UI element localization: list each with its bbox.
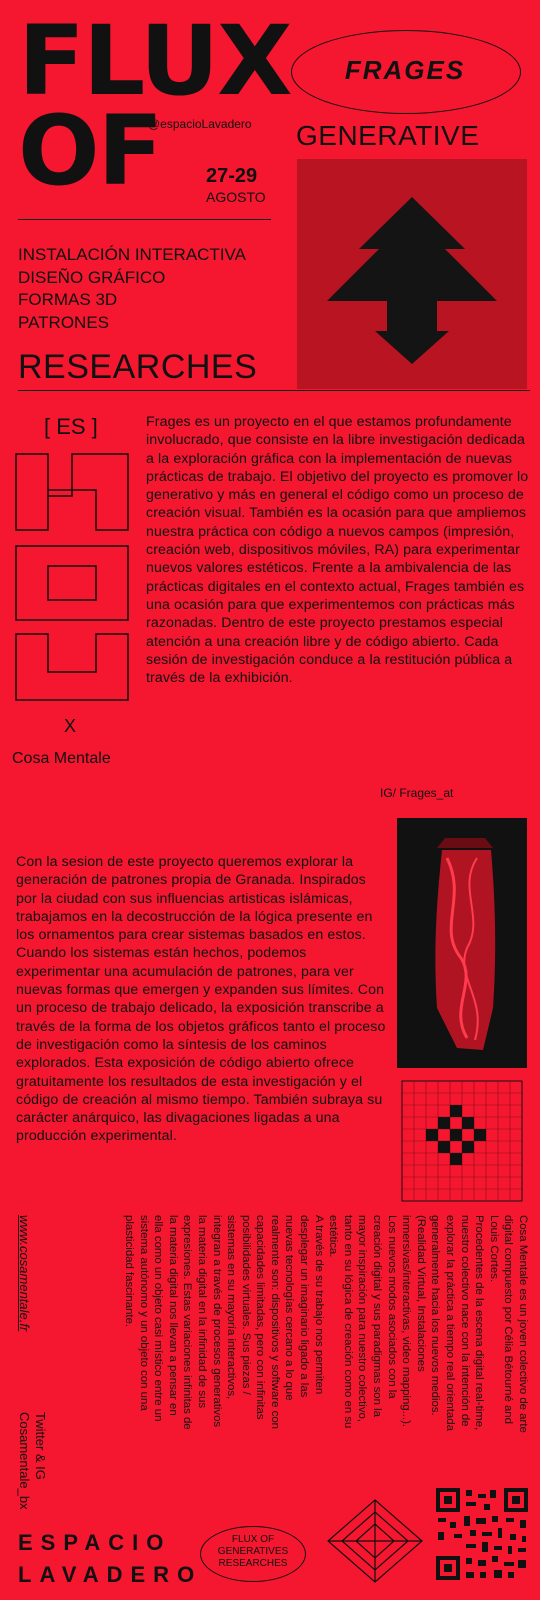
divider [18, 219, 271, 220]
qr-code[interactable] [436, 1488, 528, 1580]
handle: @espacioLavadero [148, 117, 252, 131]
topics-list [18, 244, 246, 334]
social-account: Cosamentale_bx [17, 1412, 32, 1510]
badge-text [200, 1534, 306, 1570]
twitter-ig-label: Twitter & IG [33, 1412, 48, 1480]
researches-heading: RESEARCHES [18, 348, 258, 386]
lau-outline-logo [12, 450, 132, 704]
instagram-handle: IG/ Frages_at [380, 786, 454, 800]
language-tag: [ ES ] [44, 414, 98, 439]
arrow-shape [297, 159, 527, 389]
collab-x: X [64, 716, 77, 736]
paragraph-project: Con la sesion de este proyecto queremos explorar la generación de patrones propia de Granada. Inspirados por la ciudad con sus influencias artisticas islámicas, trabajamos en la decostrucción de la lógica presente en los ornamentos para crear sistemas basados en estos. Cuando los sistemas están hechos, podemos experimentar una acumulación de patrones, para ver nuevas formas que emergen y expanden sus límites. Con un proceso de trabajo delicado, la exposición transcribe a través de la forma de los objetos gráficos tanto el proceso de investigación como la síntesis de los caminos explorados. Esta exposición de código abierto ofrece gratuitamente los resultados de esta investigación y el código de creación al mismo tiempo. También subraya su carácter anárquico, las divagaciones ligadas a una producción experimental. [16, 854, 386, 1145]
topic-item: FORMAS 3D [18, 290, 118, 309]
topic-item: INSTALACIÓN INTERACTIVA [18, 245, 246, 264]
title-flux: FLUX [18, 5, 291, 117]
venue-line1: ESPACIO [18, 1530, 172, 1555]
title-of: OF [18, 95, 162, 207]
website-link[interactable]: www.cosamentale.fr [17, 1215, 32, 1332]
frages-logo: FRAGES [344, 55, 466, 85]
cosa-mentale-description: Cosa Mentale es un joven colectivo de arte digital compuesto por Célia Bétourné and Louis Cortes. Procedentes de la escena digital real-time, nuestro colectivo nace con la intención de explorar la práctica a tiempo real orientada generalmente hacia los nuevos medios. (Realidad Virtual, Instalaciones inmersivas/interactivas, video mapping...). Los nuevos modos asociados con la creación digital y sus paradigmas son la mayor inspiración para nuestro colectivo, tanto en su lógica de creación como en su estética. A través de su trabajo nos permiten desplegar un imaginario ligado a las nuevas tecnologías cercano a lo que realmente son: dispositivos y software con capacidades limitadas, pero con infinitas posibilidades virtuales. Sus piezas / sistemas en su mayoría interactivos, integran a través de procesos generativos la materia digital en la infinidad de sus expresiones. Estas variaciones infinitas de la materia digital nos llevan a pensar en ella como un objeto casi místico entre un sistema autónomo y un objeto con una plasticidad fascinante. [122, 1215, 529, 1433]
paragraph-es: Frages es un proyecto en el que estamos profundamente involucrado, que consiste en la libre investigación dedicada a la exploración gráfica con la implementación de nuevas prácticas de trabajo. El objetivo del proyecto es promover lo generativo y más en general el código como un proceso de creación visual. También es la ocasión para que ampliemos nuestra práctica con código a nuevos campos (impresión, creación web, dispositivos móviles, RA) para experimentar nuevos valores estéticos. Frente a la ambivalencia de las prácticas digitales en el contexto actual, Frages también es una ocasión para que experimentemos con prácticas más razonadas. Dentro de este proyecto prestamos especial atención a una creación libre y de código abierto. Cada sesión de investigación conduce a la restitución pública a través de la exhibición. [146, 414, 529, 687]
badge-line1: FLUX OF [231, 1534, 275, 1545]
pattern-grid-image [397, 1076, 527, 1206]
topic-item: DISEÑO GRÁFICO [18, 267, 166, 287]
pillar-image [397, 818, 527, 1068]
collab-name: Cosa Mentale [12, 750, 111, 767]
event-dates: 27-29 [206, 165, 258, 187]
geometric-symbol-icon [322, 1494, 428, 1588]
topic-item: PATRONES [18, 312, 109, 332]
event-month: AGOSTO [206, 189, 266, 205]
generative-label: GENERATIVE [296, 120, 480, 151]
divider [18, 390, 530, 391]
poster-image [297, 159, 527, 389]
venue-name [18, 1527, 202, 1591]
badge-line3: RESEARCHES [218, 1558, 288, 1569]
venue-line2: LAVADERO [18, 1562, 203, 1587]
badge-line2: GENERATIVES [217, 1546, 289, 1557]
